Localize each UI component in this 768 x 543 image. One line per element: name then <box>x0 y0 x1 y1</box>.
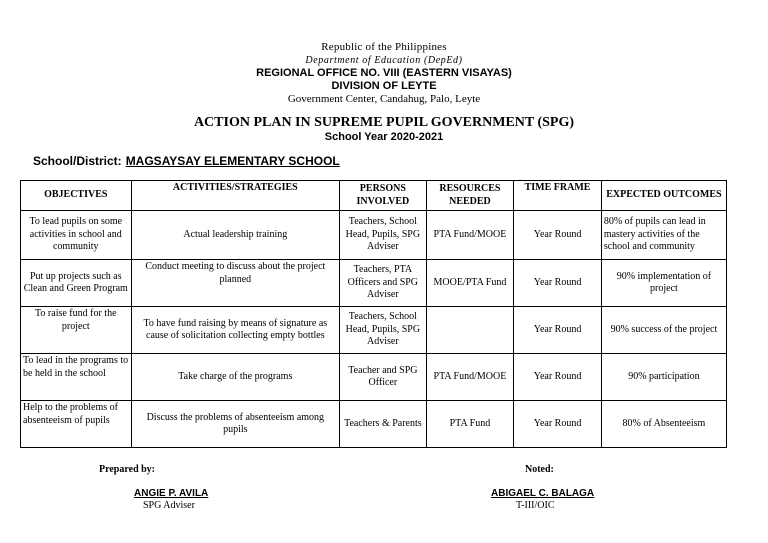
document-title: ACTION PLAN IN SUPREME PUPIL GOVERNMENT (SPG) <box>193 115 575 130</box>
cell-activity: Conduct meeting to discuss about the project planned <box>131 260 340 307</box>
cell-resources: PTA Fund/MOOE <box>426 354 514 401</box>
noted-label: Noted: <box>525 464 554 475</box>
republic-line: Republic of the Philippines <box>321 41 447 53</box>
cell-time-frame: Year Round <box>514 354 602 401</box>
cell-activity: Take charge of the programs <box>131 354 340 401</box>
cell-outcome: 90% implementation of project <box>601 260 726 307</box>
noted-by-name: ABIGAEL C. BALAGA <box>491 488 595 499</box>
cell-outcome: 80% of pupils can lead in mastery activities of the school and community <box>601 211 726 260</box>
prepared-by-label: Prepared by: <box>99 464 156 475</box>
header-activities: ACTIVITIES/STRATEGIES <box>131 181 340 211</box>
cell-resources: PTA Fund <box>426 401 514 448</box>
department-line: Department of Education (DepEd) <box>305 55 463 66</box>
table-row <box>21 354 727 401</box>
cell-activity: Actual leadership training <box>131 211 340 260</box>
cell-time-frame: Year Round <box>514 307 602 354</box>
cell-resources: PTA Fund/MOOE <box>426 211 514 260</box>
table-header-row <box>21 181 727 211</box>
cell-objective: To raise fund for the project <box>21 307 132 354</box>
cell-resources <box>426 307 514 354</box>
cell-persons: Teachers & Parents <box>340 401 427 448</box>
table-row <box>21 401 727 448</box>
district-label: School/District: <box>33 154 122 168</box>
cell-objective: To lead in the programs to be held in the school <box>21 354 132 401</box>
cell-outcome: 90% participation <box>601 354 726 401</box>
cell-resources: MOOE/PTA Fund <box>426 260 514 307</box>
header-time-frame: TIME FRAME <box>514 181 602 211</box>
cell-persons: Teachers, School Head, Pupils, SPG Adviser <box>340 307 427 354</box>
header-objectives: OBJECTIVES <box>21 181 132 211</box>
table-row <box>21 211 727 260</box>
school-district <box>33 154 340 168</box>
table-row <box>21 260 727 307</box>
header-outcomes: EXPECTED OUTCOMES <box>601 181 726 211</box>
cell-objective: Put up projects such as Clean and Green Program <box>21 260 132 307</box>
school-name: MAGSAYSAY ELEMENTARY SCHOOL <box>125 154 340 168</box>
cell-activity: Discuss the problems of absenteeism among pupils <box>131 401 340 448</box>
cell-time-frame: Year Round <box>514 401 602 448</box>
cell-objective: To lead pupils on some activities in school and community <box>21 211 132 260</box>
header-persons: PERSONS INVOLVED <box>340 181 427 211</box>
cell-outcome: 90% success of the project <box>601 307 726 354</box>
table-row <box>21 307 727 354</box>
prepared-by-name: ANGIE P. AVILA <box>134 488 209 499</box>
header-resources: RESOURCES NEEDED <box>426 181 514 211</box>
division-line: DIVISION OF LEYTE <box>331 80 437 92</box>
cell-activity: To have fund raising by means of signature as cause of solicitation collecting empty bottles <box>131 307 340 354</box>
school-year: School Year 2020-2021 <box>324 131 444 143</box>
cell-time-frame: Year Round <box>514 260 602 307</box>
prepared-by-role: SPG Adviser <box>143 500 195 511</box>
address-line: Government Center, Candahug, Palo, Leyte <box>287 93 481 105</box>
noted-by-role: T-III/OIC <box>516 500 555 511</box>
cell-persons: Teacher and SPG Officer <box>340 354 427 401</box>
letterhead <box>0 41 768 106</box>
cell-objective: Help to the problems of absenteeism of pupils <box>21 401 132 448</box>
action-plan-table <box>20 180 727 448</box>
cell-time-frame: Year Round <box>514 211 602 260</box>
cell-persons: Teachers, PTA Officers and SPG Adviser <box>340 260 427 307</box>
cell-persons: Teachers, School Head, Pupils, SPG Adviser <box>340 211 427 260</box>
cell-outcome: 80% of Absenteeism <box>601 401 726 448</box>
region-line: REGIONAL OFFICE NO. VIII (EASTERN VISAYAS) <box>256 67 512 79</box>
